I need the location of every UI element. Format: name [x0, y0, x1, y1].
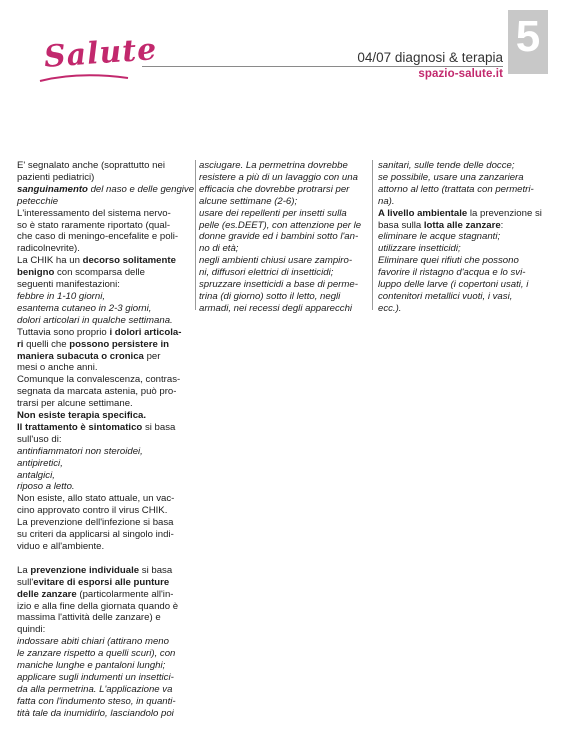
text-run: esantema cutaneo in 2-3 giorni,	[17, 302, 152, 314]
text-run: Il trattamento è sintomatico	[17, 421, 143, 433]
text-run: che caso di meningo-encefalite e poli-	[17, 231, 179, 243]
text-line	[17, 315, 195, 327]
text-run: antipiretici,	[17, 457, 63, 469]
text-line	[378, 196, 550, 208]
text-line	[17, 243, 195, 255]
text-line	[17, 208, 195, 220]
text-run: antinfiammatori non steroidei,	[17, 445, 143, 457]
text-line	[17, 327, 195, 339]
text-line	[17, 624, 195, 636]
text-run: sanitari, sulle tende delle docce;	[378, 160, 515, 171]
text-line	[199, 208, 370, 220]
text-line	[17, 708, 195, 720]
text-line	[17, 184, 195, 196]
text-run: efficacia che dovrebbe protrarsi per	[199, 183, 350, 195]
text-run: quelli che	[23, 338, 70, 350]
text-run: si basa	[139, 564, 173, 576]
text-run: mesi o anche anni.	[17, 362, 98, 374]
text-run: sull'	[17, 576, 34, 588]
text-line	[17, 481, 195, 493]
text-run: La prevenzione dell'infezione si basa	[17, 517, 174, 529]
text-run: lotta alle zanzare	[423, 219, 501, 231]
text-run: si basa	[142, 421, 176, 433]
text-line	[17, 505, 195, 517]
text-line	[199, 220, 370, 232]
text-line	[17, 220, 195, 232]
text-line	[199, 172, 370, 184]
text-run: fatta con l'indumento steso, in quanti-	[17, 695, 176, 707]
text-run: maniche lunghe e pantaloni lunghi;	[17, 660, 166, 672]
text-run: trina (di giorno) sotto il letto, negli	[199, 290, 341, 302]
text-run: Non esiste terapia specifica.	[17, 410, 147, 422]
text-run: delle zanzare	[17, 588, 77, 600]
text-line	[378, 291, 550, 303]
text-run: segnata da marcata astenia, può pro-	[17, 386, 177, 398]
column-divider	[195, 160, 196, 310]
text-line	[199, 231, 370, 243]
text-run: applicare sugli indumenti un insettici-	[17, 671, 174, 683]
text-run: resistere a più di un lavaggio con una	[199, 171, 358, 183]
text-run: ecc.).	[378, 302, 402, 314]
text-line	[17, 172, 195, 184]
text-line	[17, 291, 195, 303]
text-run: trarsi per alcune settimane.	[17, 398, 133, 410]
text-run: decorso solitamente	[82, 255, 176, 267]
text-run: petecchie	[17, 195, 59, 207]
text-line	[17, 160, 195, 172]
text-run: no di età;	[199, 243, 239, 255]
text-run: i dolori articola-	[109, 326, 182, 338]
text-run: basa sulla	[378, 219, 424, 231]
text-line	[17, 398, 195, 410]
text-run: benigno	[17, 267, 55, 279]
text-run: febbre in 1-10 giorni,	[17, 290, 105, 302]
text-run: prevenzione individuale	[30, 564, 140, 576]
text-run: del naso e delle gengive	[87, 183, 195, 195]
text-line	[17, 648, 195, 660]
text-run: la prevenzione si	[467, 207, 542, 219]
text-run: massima l'attività delle zanzare) e	[17, 612, 161, 624]
text-line	[17, 696, 195, 708]
text-line	[17, 529, 195, 541]
text-run: evitare di esporsi alle punture	[33, 576, 170, 588]
text-run: La CHIK ha un	[17, 255, 83, 267]
text-line	[378, 303, 550, 315]
text-line	[17, 351, 195, 363]
text-line	[199, 279, 370, 291]
text-line	[17, 684, 195, 696]
text-line	[199, 243, 370, 255]
text-line	[17, 470, 195, 482]
text-line	[17, 672, 195, 684]
text-run: alcune settimane (2-6);	[199, 195, 298, 207]
text-run: indossare abiti chiari (attirano meno	[17, 636, 169, 648]
text-line	[199, 303, 370, 315]
text-line	[378, 184, 550, 196]
text-run: na).	[378, 195, 395, 207]
text-line	[199, 267, 370, 279]
text-run: viduo e all'ambiente.	[17, 541, 105, 552]
text-line	[378, 172, 550, 184]
text-line	[378, 243, 550, 255]
text-run: ni, diffusori elettrici di insetticidi;	[199, 267, 334, 279]
text-line	[17, 541, 195, 553]
logo-underline-swoosh	[38, 72, 130, 84]
text-line	[199, 255, 370, 267]
text-run: riposo a letto.	[17, 481, 75, 493]
text-line	[17, 339, 195, 351]
text-line	[17, 434, 195, 446]
text-run: seguenti manifestazioni:	[17, 279, 120, 291]
text-run: possono persistere in	[69, 338, 169, 350]
text-run: contenitori metallici vuoti, i vasi,	[378, 290, 513, 302]
text-line	[17, 386, 195, 398]
text-line	[378, 255, 550, 267]
header-rule	[142, 66, 503, 67]
text-run: da alla permetrina. L'applicazione va	[17, 683, 173, 695]
text-run: tità tale da inumidirlo, lasciandolo poi	[17, 707, 174, 719]
page-number-tab	[508, 10, 548, 74]
text-run: so è stato raramente riportato (qual-	[17, 219, 171, 231]
text-run: spruzzare insetticidi a base di perme-	[199, 279, 358, 291]
text-line	[17, 255, 195, 267]
text-line	[378, 160, 550, 172]
text-line	[17, 458, 195, 470]
text-run: A livello ambientale	[378, 207, 468, 219]
text-line	[17, 612, 195, 624]
text-run: negli ambienti chiusi usare zampiro-	[199, 255, 353, 267]
text-column-1	[17, 160, 195, 720]
text-run: Non esiste, allo stato attuale, un vac-	[17, 493, 175, 505]
page-number: 5	[515, 12, 541, 61]
text-run: E' segnalato anche (soprattutto nei	[17, 160, 165, 171]
text-line	[17, 196, 195, 208]
text-run: eliminare le acque stagnanti;	[378, 231, 501, 243]
text-line	[378, 231, 550, 243]
text-run: L'interessamento del sistema nervo-	[17, 207, 171, 219]
text-run: Tuttavia sono proprio	[17, 326, 110, 338]
text-run: Eliminare quei rifiuti che possono	[378, 255, 519, 267]
text-line	[17, 517, 195, 529]
text-line	[17, 231, 195, 243]
text-run: :	[500, 219, 504, 231]
text-run: attorno al letto (trattata con permetri-	[378, 183, 534, 195]
text-run: maniera subacuta o cronica	[17, 350, 144, 362]
text-line	[17, 422, 195, 434]
column-divider	[372, 160, 373, 310]
text-run: pazienti pediatrici)	[17, 171, 95, 183]
text-line	[17, 493, 195, 505]
text-run: cino approvato contro il virus CHIK.	[17, 505, 168, 517]
text-run: se possibile, usare una zanzariera	[378, 171, 524, 183]
text-line	[199, 196, 370, 208]
text-line	[199, 160, 370, 172]
text-run: asciugare. La permetrina dovrebbe	[199, 160, 348, 171]
text-line	[17, 660, 195, 672]
text-run: ri	[17, 338, 24, 350]
text-run: utilizzare insetticidi;	[378, 243, 461, 255]
text-line	[378, 267, 550, 279]
text-line	[17, 374, 195, 386]
text-run: La	[17, 564, 31, 576]
text-line	[17, 303, 195, 315]
text-run: radicolnevrite).	[17, 243, 80, 255]
text-line	[199, 184, 370, 196]
text-run: sull'uso di:	[17, 433, 62, 445]
text-run: con scomparsa delle	[54, 267, 145, 279]
site-url: spazio-salute.it	[418, 68, 503, 80]
text-run: (particolarmente all'in-	[76, 588, 174, 600]
text-run: donne gravide ed i bambini sotto l'an-	[199, 231, 359, 243]
text-line	[17, 565, 195, 577]
text-run: per	[143, 350, 161, 362]
text-column-2	[199, 160, 370, 315]
text-line	[17, 577, 195, 589]
text-line	[17, 279, 195, 291]
text-line	[17, 267, 195, 279]
paragraph-gap	[17, 553, 195, 565]
section-title: 04/07 diagnosi & terapia	[357, 50, 503, 65]
text-run: Comunque la convalescenza, contras-	[17, 374, 181, 386]
text-run: le zanzare rispetto a quelli scuri), con	[17, 648, 176, 660]
text-run: dolori articolari in qualche settimana.	[17, 314, 173, 326]
text-line	[17, 362, 195, 374]
text-run: sanguinamento	[17, 183, 88, 195]
text-run: favorire il ristagno d'acqua e lo svi-	[378, 267, 526, 279]
text-line	[378, 220, 550, 232]
text-line	[17, 636, 195, 648]
text-line	[17, 446, 195, 458]
text-line	[17, 589, 195, 601]
text-line	[378, 208, 550, 220]
text-run: pelle (es.DEET), con attenzione per le	[199, 219, 362, 231]
text-run: antalgici,	[17, 469, 55, 481]
text-line	[17, 601, 195, 613]
text-run: armadi, nei recessi degli apparecchi	[199, 302, 353, 314]
text-run: luppo delle larve (i copertoni usati, i	[378, 279, 529, 291]
text-run: izio e alla fine della giornata quando è	[17, 600, 179, 612]
text-column-3	[378, 160, 550, 315]
text-line	[17, 410, 195, 422]
text-line	[199, 291, 370, 303]
brand-logo: Salute	[42, 32, 159, 75]
text-line	[378, 279, 550, 291]
text-run: quindi:	[17, 624, 46, 636]
text-run: su criteri da applicarsi al singolo indi-	[17, 529, 174, 541]
text-run: usare dei repellenti per insetti sulla	[199, 207, 347, 219]
